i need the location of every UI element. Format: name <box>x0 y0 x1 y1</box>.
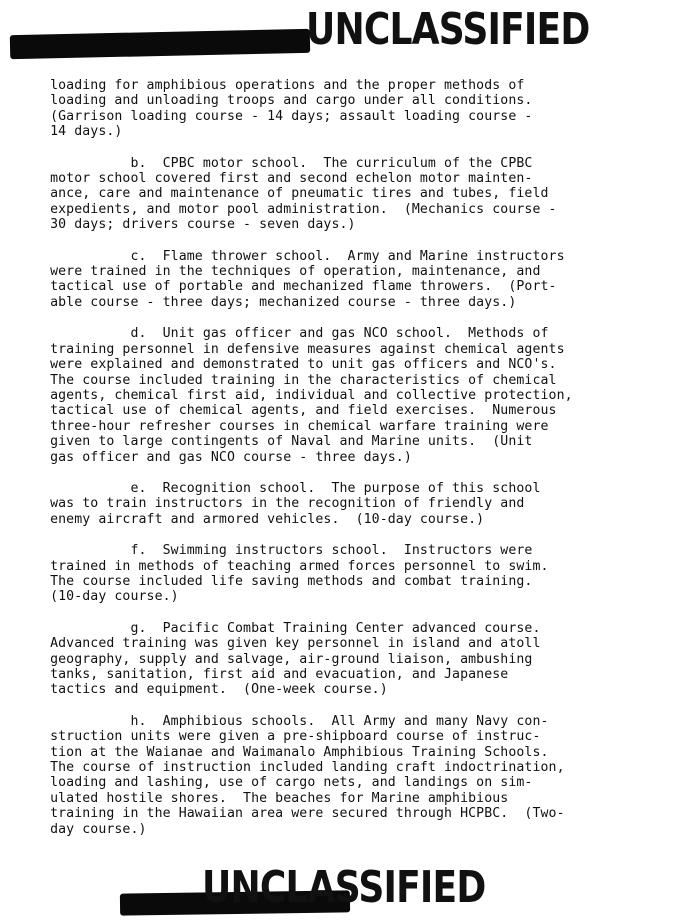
document-body <box>34 78 664 853</box>
unclassified-stamp-top: UNCLASSIFIED <box>306 4 590 55</box>
unclassified-stamp-bottom: UNCLASSIFIED <box>202 862 486 913</box>
paragraph-d-gas-school: d. Unit gas officer and gas NCO school. Methods of training personnel in defensive measures against chemical agents were explained and demonstrated to unit gas officers and NCO's. The course included training in the characteristics of chemical agents, chemical first aid, individual and collective protection, tactical use of chemical agents, and field exercises. Numerous three-hour refresher courses in chemical warfare training were given to large contingents of Naval and Marine units. (Unit gas officer and gas NCO course - three days.) <box>50 326 573 465</box>
paragraph-h-amphibious-schools: h. Amphibious schools. All Army and many Navy con- struction units were given a pre-shipboard course of instruc- tion at the Waianae and Waimanalo Amphibious Training Schools. The course of instruction included landing craft indoctrination, loading and lashing, use of cargo nets, and landings on sim- ulated hostile shores. The beaches for Marine amphibious training in the Hawaiian area were secured through HCPBC. (Two- day course.) <box>50 713 565 837</box>
paragraph-b-motor-school: b. CPBC motor school. The curriculum of the CPBC motor school covered first and second echelon motor mainten- ance, care and maintenance of pneumatic tires and tubes, field expedients, and motor pool administration. (Mechanics course - 30 days; drivers course - seven days.) <box>50 155 557 233</box>
redaction-bar-top <box>10 29 310 59</box>
paragraph-loading: loading for amphibious operations and the proper methods of loading and unloading troops and cargo under all conditions. (Garrison loading course - 14 days; assault loading course - 14 days.) <box>50 78 533 140</box>
paragraph-c-flame-thrower-school: c. Flame thrower school. Army and Marine instructors were trained in the techniques of operation, maintenance, and tactical use of portable and mechanized flame throwers. (Port- able course - three days; mechanized course - three days.) <box>50 248 565 310</box>
paragraph-f-swimming-school: f. Swimming instructors school. Instructors were trained in methods of teaching armed forces personnel to swim. The course included life saving methods and combat training. (10-day course.) <box>50 543 549 605</box>
paragraph-g-advanced-course: g. Pacific Combat Training Center advanced course. Advanced training was given key personnel in island and atoll geography, supply and salvage, air-ground liaison, ambushing tanks, sanitation, first aid and evacuation, and Japanese tactics and equipment. (One-week course.) <box>50 620 541 698</box>
paragraph-e-recognition-school: e. Recognition school. The purpose of this school was to train instructors in the recognition of friendly and enemy aircraft and armored vehicles. (10-day course.) <box>50 480 541 527</box>
